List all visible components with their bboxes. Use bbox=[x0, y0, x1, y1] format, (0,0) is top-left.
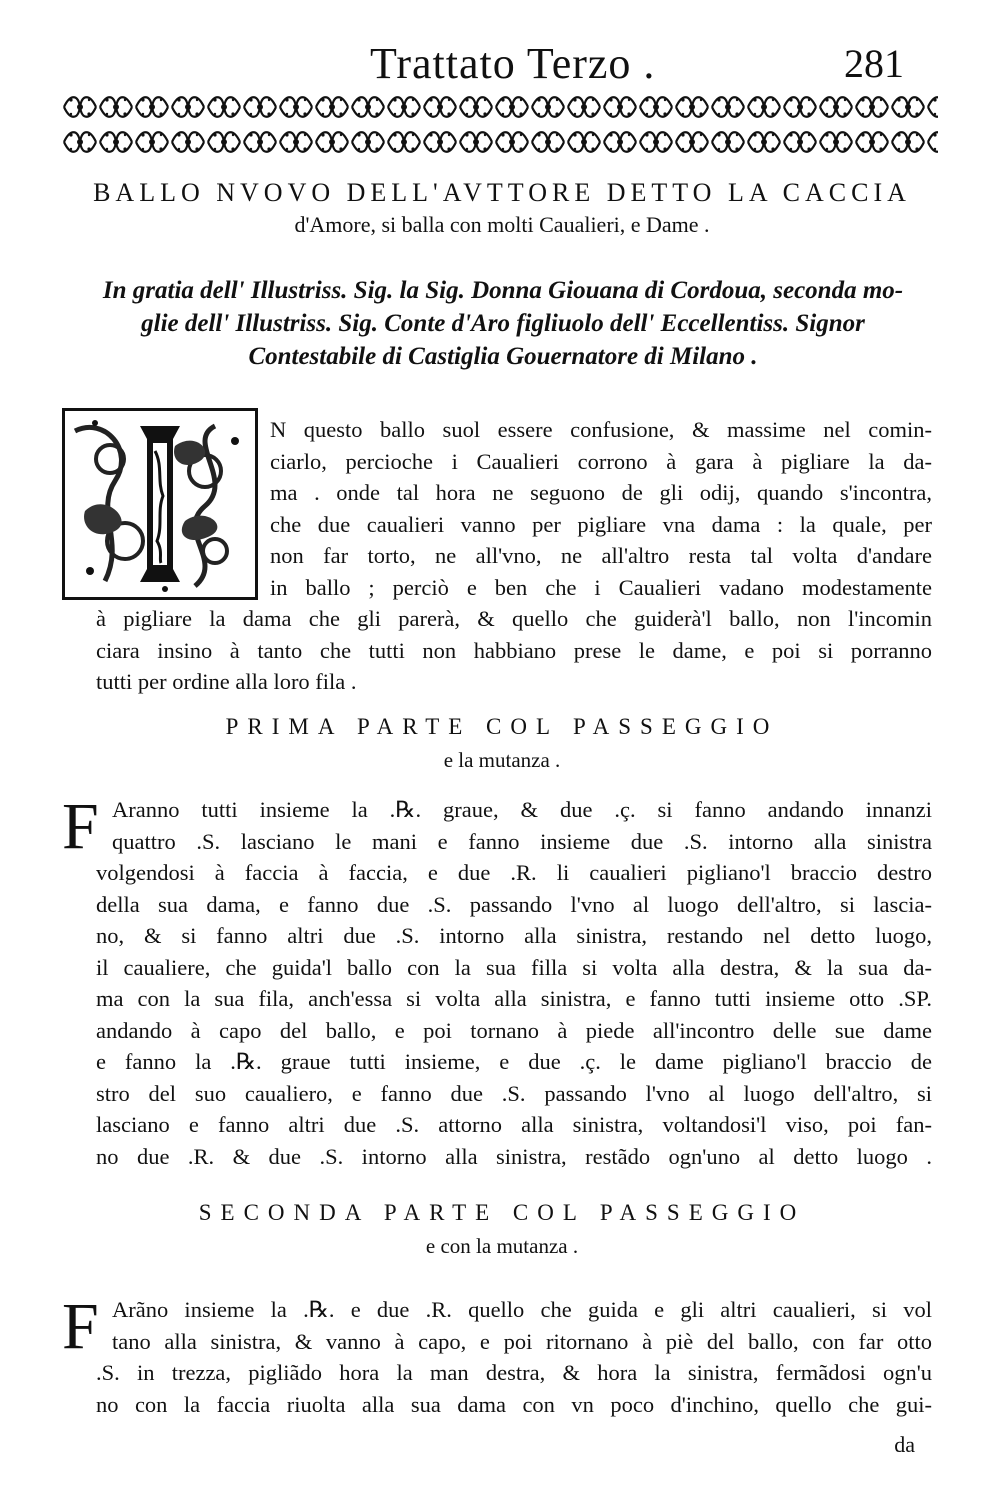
running-title: Trattato Terzo . bbox=[370, 39, 656, 88]
part1-subheading: e la mutanza . bbox=[443, 748, 561, 772]
part2-subheading: e con la mutanza . bbox=[425, 1234, 579, 1258]
dedication-line: glie dell' Illustriss. Sig. Conte d'Aro figliuolo dell' Eccellentiss. Signor bbox=[141, 310, 865, 337]
part1-heading: PRIMA PARTE COL PASSEGGIO bbox=[225, 714, 779, 739]
text-line: che due caualieri vanno per pigliare vna dama : la quale, per bbox=[270, 511, 932, 537]
part2-body bbox=[96, 1357, 932, 1420]
text-line: Arãno insieme la .℞. e due .R. quello che guida e gli altri caualieri, si vol bbox=[112, 1297, 932, 1322]
part2-beside-letter bbox=[112, 1294, 932, 1357]
dance-title: BALLO NVOVO DELL'AVTTORE DETTO LA CACCIA bbox=[93, 178, 911, 207]
text-line: non far torto, ne all'vno, ne all'altro resta tal volta d'andare bbox=[270, 543, 932, 568]
intro-beside-initial bbox=[270, 414, 932, 603]
text-line: tutti per ordine alla loro fila . bbox=[96, 669, 357, 694]
text-line: no, & si fanno altri due .S. intorno alla sinistra, restando nel detto luogo, bbox=[96, 923, 932, 948]
text-line: N questo ballo suol essere confusione, & massime nel comin- bbox=[270, 417, 932, 442]
text-line: à pigliare la dama che gli parerà, & quello che guiderà'l ballo, non l'incomin bbox=[96, 606, 932, 631]
intro-full-width bbox=[96, 603, 932, 698]
text-line: della sua dama, e fanno due .S. passando l'vno al luogo dell'altro, si lascia- bbox=[96, 891, 932, 917]
text-line: il caualiere, che guida'l ballo con la sua filla si volta alla destra, & la sua da- bbox=[96, 954, 932, 980]
text-line: lasciano e fanno altri due .S. attorno alla sinistra, voltandosi'l viso, poi fan- bbox=[96, 1112, 932, 1137]
ornamental-border bbox=[62, 90, 938, 160]
dedication-line: In gratia dell' Illustriss. Sig. la Sig. Donna Giouana di Cordoua, seconda mo- bbox=[102, 277, 904, 304]
part2-heading: SECONDA PARTE COL PASSEGGIO bbox=[198, 1200, 806, 1225]
text-line: no con la faccia riuolta alla sua dama con vn poco d'inchino, quello che gui- bbox=[96, 1391, 932, 1417]
text-line: quattro .S. lasciano le mani e fanno insieme due .S. intorno alla sinistra bbox=[112, 828, 932, 854]
text-line: in ballo ; perciò e ben che i Caualieri vadano modestamente bbox=[270, 574, 932, 600]
text-line: volgendosi à faccia à faccia, e due .R. li caualieri pigliano'l braccio destro bbox=[96, 860, 932, 885]
dedication bbox=[58, 274, 948, 373]
dance-subtitle: d'Amore, si balla con molti Caualieri, e Dame . bbox=[294, 212, 710, 237]
decorated-initial bbox=[62, 408, 258, 600]
text-line: andando à capo del ballo, e poi tornano à piede all'incontro delle sue dame bbox=[96, 1017, 932, 1043]
dedication-line: Contestabile di Castiglia Gouernatore di Milano . bbox=[248, 343, 758, 370]
part1-body bbox=[96, 857, 932, 1172]
text-line: .S. in trezza, pigliãdo hora la man destra, & hora la sinistra, fermãdosi ogn'u bbox=[96, 1360, 932, 1385]
text-line: no due .R. & due .S. intorno alla sinistra, restãdo ogn'uno al detto luogo . bbox=[96, 1143, 932, 1169]
text-line: Aranno tutti insieme la .℞. graue, & due .ç. si fanno andando innanzi bbox=[112, 797, 932, 822]
catchword: da bbox=[894, 1432, 915, 1457]
part1-drop-letter: F bbox=[62, 790, 99, 863]
text-line: ciara insino à tanto che tutti non habbiano prese le dame, e poi si porranno bbox=[96, 637, 932, 663]
text-line: ma . onde tal hora ne seguono de gli odij, quando s'incontra, bbox=[270, 480, 932, 505]
text-line: e fanno la .℞. graue tutti insieme, e due .ç. le dame pigliano'l braccio de bbox=[96, 1049, 932, 1074]
text-line: ciarlo, percioche i Caualieri corrono à gara à pigliare la da- bbox=[270, 448, 932, 474]
page-number: 281 bbox=[844, 41, 904, 86]
floral-initial-icon bbox=[65, 411, 255, 597]
running-head bbox=[60, 38, 940, 90]
part1-beside-letter bbox=[112, 794, 932, 857]
text-line: tano alla sinistra, & vanno à capo, e poi ritornano à piè del ballo, con far otto bbox=[112, 1328, 932, 1354]
text-line: ma con la sua fila, anch'essa si volta alla sinistra, e fanno tutti insieme otto .SP. bbox=[96, 986, 932, 1011]
text-line: stro del suo caualiero, e fanno due .S. passando l'vno al luogo dell'altro, si bbox=[96, 1080, 932, 1106]
part2-drop-letter: F bbox=[62, 1290, 99, 1363]
